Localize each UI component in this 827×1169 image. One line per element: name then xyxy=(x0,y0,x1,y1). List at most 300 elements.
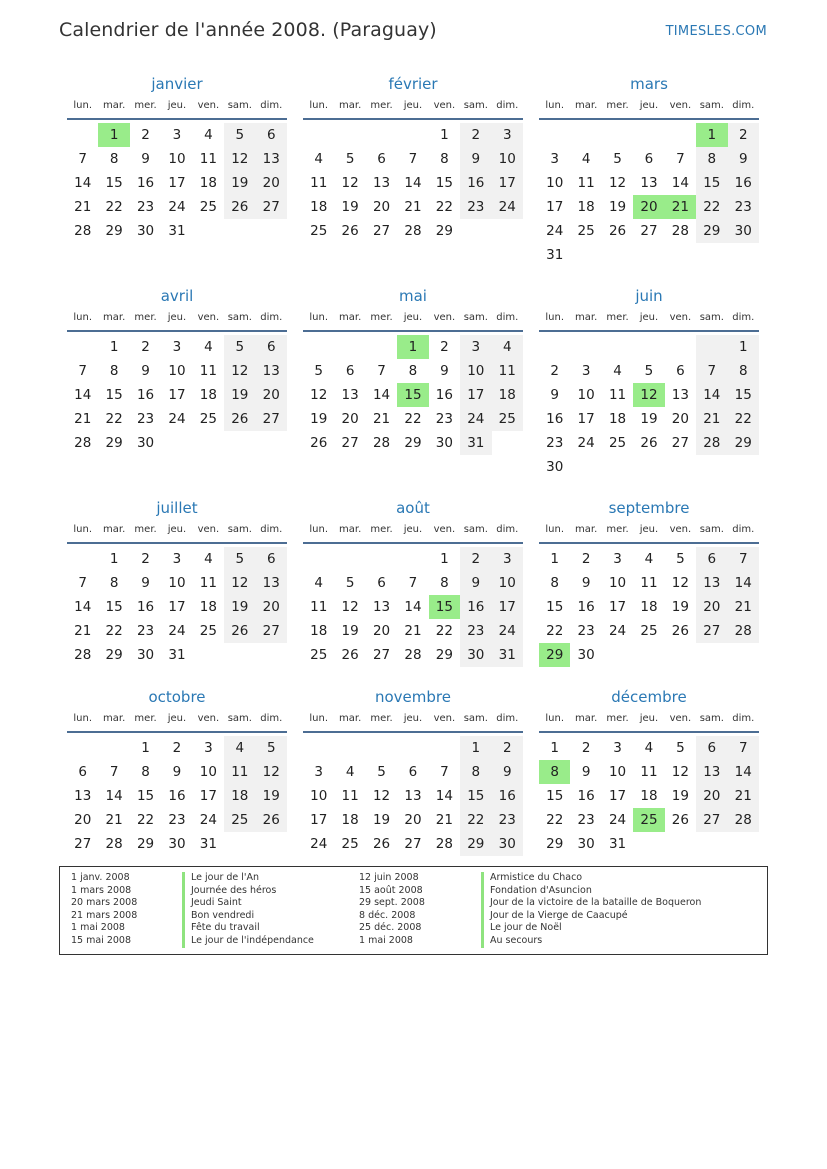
month-5 xyxy=(303,285,523,455)
day-grid xyxy=(67,335,287,455)
weekday-label: lun. xyxy=(545,312,565,323)
month-name: avril xyxy=(160,287,194,305)
weekend-day-cell: 24 xyxy=(492,619,523,643)
month-name: juin xyxy=(635,287,663,305)
legend-holiday-name: Jour de la victoire de la bataille de Boqueron xyxy=(481,897,701,910)
day-cell: 22 xyxy=(546,812,564,828)
day-cell: 23 xyxy=(577,623,595,639)
day-cell: 23 xyxy=(136,199,155,215)
weekend-day-cell: 14 xyxy=(728,760,759,784)
legend-names-right xyxy=(481,872,701,948)
day-cell: 28 xyxy=(404,647,422,663)
day-cell: 29 xyxy=(546,836,564,852)
weekend-day-cell: 2 xyxy=(460,123,491,147)
day-cell: 21 xyxy=(74,199,92,215)
day-cell: 17 xyxy=(168,175,186,191)
day-cell: 13 xyxy=(372,599,391,615)
empty-day-cell xyxy=(334,736,365,760)
day-cell: 1 xyxy=(440,551,449,567)
weekday-label: jeu. xyxy=(167,312,187,323)
weekday-label: ven. xyxy=(433,312,456,323)
day-cell: 12 xyxy=(341,599,359,615)
weekend-day-cell: 13 xyxy=(696,760,727,784)
holiday-day-cell: 12 xyxy=(633,383,664,407)
month-name: novembre xyxy=(375,688,451,706)
weekday-label: mar. xyxy=(103,312,126,323)
header-rule xyxy=(303,118,523,120)
day-cell: 30 xyxy=(168,836,186,852)
day-cell: 17 xyxy=(310,812,328,828)
legend-date: 21 mars 2008 xyxy=(71,909,138,921)
empty-day-cell xyxy=(98,736,129,760)
day-cell: 31 xyxy=(168,223,186,239)
day-cell: 1 xyxy=(109,551,119,567)
weekend-day-cell: 13 xyxy=(256,147,287,171)
day-cell: 19 xyxy=(608,199,627,215)
weekend-day-cell: 30 xyxy=(492,832,523,856)
day-cell: 25 xyxy=(577,223,595,239)
header-rule xyxy=(67,542,287,544)
day-cell: 26 xyxy=(310,435,328,451)
weekend-day-cell: 15 xyxy=(728,383,759,407)
weekend-day-cell: 25 xyxy=(224,808,255,832)
weekday-label: mar. xyxy=(103,100,126,111)
day-grid xyxy=(67,547,287,667)
day-cell: 21 xyxy=(372,411,391,427)
day-cell: 17 xyxy=(168,387,186,403)
day-cell: 14 xyxy=(105,788,123,804)
weekend-day-cell: 27 xyxy=(256,195,287,219)
weekend-day-cell: 27 xyxy=(256,619,287,643)
holiday-day-cell: 1 xyxy=(98,123,129,147)
day-cell: 31 xyxy=(199,836,217,852)
weekday-label: mer. xyxy=(370,524,393,535)
day-cell: 21 xyxy=(105,812,123,828)
day-cell: 15 xyxy=(105,599,123,615)
day-cell: 18 xyxy=(310,623,328,639)
weekday-label: jeu. xyxy=(403,100,423,111)
weekend-day-cell: 26 xyxy=(224,619,255,643)
weekend-day-cell: 25 xyxy=(492,407,523,431)
weekday-label: lun. xyxy=(73,312,93,323)
month-name: août xyxy=(396,499,430,517)
day-grid xyxy=(539,123,759,267)
weekday-label: ven. xyxy=(669,524,692,535)
weekend-day-cell: 7 xyxy=(728,547,759,571)
weekend-day-cell: 30 xyxy=(728,219,759,243)
weekday-label: mer. xyxy=(606,312,629,323)
day-cell: 23 xyxy=(435,411,453,427)
day-cell: 4 xyxy=(204,339,213,355)
holiday-day-cell: 1 xyxy=(397,335,428,359)
month-8 xyxy=(303,497,523,667)
day-cell: 1 xyxy=(550,551,559,567)
day-cell: 25 xyxy=(310,647,328,663)
day-cell: 23 xyxy=(136,623,155,639)
empty-day-cell xyxy=(602,123,633,147)
empty-day-cell xyxy=(665,123,696,147)
weekday-label: lun. xyxy=(73,524,93,535)
day-cell: 13 xyxy=(372,175,391,191)
weekend-day-cell: 19 xyxy=(224,171,255,195)
day-cell: 14 xyxy=(435,788,453,804)
day-cell: 30 xyxy=(136,223,155,239)
day-cell: 25 xyxy=(199,623,217,639)
day-cell: 11 xyxy=(577,175,595,191)
weekend-day-cell: 17 xyxy=(492,171,523,195)
weekday-label: sam. xyxy=(227,312,252,323)
page-title: Calendrier de l'année 2008. (Paraguay) xyxy=(59,19,437,41)
weekend-day-cell: 28 xyxy=(728,808,759,832)
day-cell: 4 xyxy=(644,740,654,756)
weekend-day-cell: 10 xyxy=(492,147,523,171)
weekend-day-cell: 21 xyxy=(728,595,759,619)
day-cell: 18 xyxy=(608,411,627,427)
weekend-day-cell: 17 xyxy=(460,383,491,407)
weekday-header xyxy=(303,310,523,330)
day-grid xyxy=(303,547,523,667)
day-cell: 7 xyxy=(408,151,418,167)
weekend-day-cell: 11 xyxy=(492,359,523,383)
day-cell: 24 xyxy=(577,435,595,451)
day-grid xyxy=(67,123,287,243)
day-cell: 19 xyxy=(372,812,391,828)
holiday-day-cell: 29 xyxy=(539,643,570,667)
month-7 xyxy=(67,497,287,667)
day-cell: 29 xyxy=(404,435,422,451)
day-cell: 16 xyxy=(136,387,155,403)
weekday-label: lun. xyxy=(545,100,565,111)
weekday-header xyxy=(539,98,759,118)
day-cell: 22 xyxy=(105,623,123,639)
legend-date: 8 déc. 2008 xyxy=(359,909,416,921)
day-cell: 11 xyxy=(310,599,328,615)
day-cell: 19 xyxy=(341,199,359,215)
weekend-day-cell: 14 xyxy=(728,571,759,595)
day-grid xyxy=(303,736,523,856)
empty-day-cell xyxy=(334,547,365,571)
weekend-day-cell: 29 xyxy=(460,832,491,856)
day-grid xyxy=(67,736,287,856)
day-cell: 3 xyxy=(314,764,323,780)
day-cell: 4 xyxy=(204,127,213,143)
day-grid xyxy=(539,736,759,856)
month-2 xyxy=(303,73,523,243)
empty-day-cell xyxy=(67,736,98,760)
day-cell: 8 xyxy=(109,151,119,167)
weekend-day-cell: 16 xyxy=(460,595,491,619)
weekday-label: sam. xyxy=(227,524,252,535)
day-cell: 10 xyxy=(608,575,627,591)
holiday-day-cell: 15 xyxy=(397,383,428,407)
day-cell: 9 xyxy=(141,363,150,379)
weekend-day-cell: 20 xyxy=(256,171,287,195)
day-cell: 18 xyxy=(199,175,217,191)
weekday-header xyxy=(303,711,523,731)
day-cell: 17 xyxy=(546,199,564,215)
day-cell: 9 xyxy=(141,575,150,591)
weekday-label: ven. xyxy=(433,713,456,724)
empty-day-cell xyxy=(366,123,397,147)
weekend-day-cell: 22 xyxy=(728,407,759,431)
weekend-day-cell: 5 xyxy=(224,547,255,571)
day-cell: 24 xyxy=(546,223,564,239)
weekday-label: sam. xyxy=(463,312,488,323)
day-cell: 15 xyxy=(105,387,123,403)
weekday-label: ven. xyxy=(197,100,220,111)
day-cell: 25 xyxy=(608,435,627,451)
day-cell: 13 xyxy=(341,387,359,403)
weekday-label: sam. xyxy=(227,713,252,724)
weekend-day-cell: 20 xyxy=(256,595,287,619)
weekday-header xyxy=(539,711,759,731)
holiday-day-cell: 1 xyxy=(696,123,727,147)
weekend-day-cell: 24 xyxy=(460,407,491,431)
weekend-day-cell: 6 xyxy=(696,547,727,571)
month-name: juillet xyxy=(156,499,198,517)
weekend-day-cell: 24 xyxy=(492,195,523,219)
legend-holiday-name: Le jour de Noël xyxy=(481,922,701,935)
weekday-label: dim. xyxy=(732,713,755,724)
weekday-label: sam. xyxy=(699,312,724,323)
day-cell: 24 xyxy=(608,623,627,639)
day-cell: 20 xyxy=(74,812,92,828)
weekday-label: mar. xyxy=(339,713,362,724)
header-rule xyxy=(539,330,759,332)
empty-day-cell xyxy=(539,335,570,359)
weekend-day-cell: 20 xyxy=(256,383,287,407)
weekday-label: dim. xyxy=(260,100,283,111)
weekend-day-cell: 12 xyxy=(224,147,255,171)
weekend-day-cell: 15 xyxy=(460,784,491,808)
day-cell: 25 xyxy=(310,223,328,239)
day-cell: 15 xyxy=(136,788,155,804)
weekend-day-cell: 23 xyxy=(460,195,491,219)
weekend-day-cell: 21 xyxy=(696,407,727,431)
legend-date: 1 mai 2008 xyxy=(71,922,125,934)
weekday-label: lun. xyxy=(545,524,565,535)
day-cell: 21 xyxy=(74,411,92,427)
weekend-day-cell: 13 xyxy=(696,571,727,595)
weekend-day-cell: 6 xyxy=(256,547,287,571)
day-cell: 30 xyxy=(136,435,155,451)
weekday-label: jeu. xyxy=(639,100,659,111)
day-cell: 28 xyxy=(74,647,92,663)
weekday-label: dim. xyxy=(496,312,519,323)
day-cell: 16 xyxy=(546,411,564,427)
weekday-header xyxy=(67,522,287,542)
day-cell: 28 xyxy=(74,223,92,239)
day-cell: 15 xyxy=(546,788,564,804)
day-cell: 14 xyxy=(74,599,92,615)
day-cell: 1 xyxy=(141,740,150,756)
weekday-label: lun. xyxy=(309,713,329,724)
day-cell: 21 xyxy=(74,623,92,639)
day-cell: 6 xyxy=(377,575,386,591)
day-cell: 4 xyxy=(345,764,355,780)
weekend-day-cell: 3 xyxy=(492,123,523,147)
empty-day-cell xyxy=(665,335,696,359)
weekday-label: mer. xyxy=(134,524,157,535)
day-cell: 3 xyxy=(172,127,182,143)
weekday-label: jeu. xyxy=(167,713,187,724)
day-cell: 18 xyxy=(199,387,217,403)
day-cell: 20 xyxy=(671,411,689,427)
weekend-day-cell: 4 xyxy=(224,736,255,760)
day-cell: 5 xyxy=(377,764,386,780)
day-cell: 12 xyxy=(608,175,627,191)
weekend-day-cell: 26 xyxy=(256,808,287,832)
weekend-day-cell: 21 xyxy=(728,784,759,808)
weekend-day-cell: 9 xyxy=(460,571,491,595)
weekday-label: lun. xyxy=(309,524,329,535)
day-cell: 25 xyxy=(199,199,217,215)
day-cell: 11 xyxy=(341,788,359,804)
day-cell: 17 xyxy=(168,599,186,615)
day-cell: 26 xyxy=(341,223,359,239)
day-cell: 19 xyxy=(310,411,328,427)
month-9 xyxy=(539,497,759,667)
weekday-label: sam. xyxy=(227,100,252,111)
weekday-label: dim. xyxy=(496,524,519,535)
day-cell: 6 xyxy=(377,151,386,167)
day-cell: 19 xyxy=(640,411,658,427)
day-cell: 22 xyxy=(136,812,155,828)
weekday-label: ven. xyxy=(669,312,692,323)
weekend-day-cell: 5 xyxy=(224,123,255,147)
day-cell: 4 xyxy=(314,575,323,591)
weekend-day-cell: 31 xyxy=(492,643,523,667)
day-cell: 13 xyxy=(640,175,658,191)
day-cell: 10 xyxy=(168,363,186,379)
day-cell: 24 xyxy=(310,836,328,852)
weekend-day-cell: 8 xyxy=(728,359,759,383)
day-cell: 10 xyxy=(168,151,186,167)
weekend-day-cell: 17 xyxy=(492,595,523,619)
empty-day-cell xyxy=(67,123,98,147)
day-cell: 26 xyxy=(372,836,391,852)
day-cell: 14 xyxy=(74,387,92,403)
legend-holiday-name: Au secours xyxy=(481,935,701,948)
weekend-day-cell: 19 xyxy=(224,383,255,407)
day-cell: 16 xyxy=(435,387,453,403)
weekend-day-cell: 9 xyxy=(492,760,523,784)
header-rule xyxy=(539,118,759,120)
day-cell: 24 xyxy=(168,411,186,427)
weekday-label: dim. xyxy=(496,713,519,724)
day-cell: 9 xyxy=(172,764,182,780)
day-cell: 20 xyxy=(341,411,359,427)
weekend-day-cell: 10 xyxy=(492,571,523,595)
header-rule xyxy=(539,542,759,544)
day-cell: 23 xyxy=(577,812,595,828)
weekday-label: jeu. xyxy=(639,713,659,724)
weekend-day-cell: 2 xyxy=(460,547,491,571)
holiday-day-cell: 20 xyxy=(633,195,664,219)
weekend-day-cell: 2 xyxy=(728,123,759,147)
day-cell: 23 xyxy=(136,411,155,427)
empty-day-cell xyxy=(570,335,601,359)
day-cell: 15 xyxy=(105,175,123,191)
weekend-day-cell: 22 xyxy=(460,808,491,832)
day-cell: 12 xyxy=(671,764,689,780)
day-cell: 30 xyxy=(577,647,595,663)
weekday-label: sam. xyxy=(463,713,488,724)
empty-day-cell xyxy=(366,547,397,571)
holiday-day-cell: 8 xyxy=(539,760,570,784)
day-cell: 20 xyxy=(404,812,422,828)
month-name: février xyxy=(388,75,438,93)
weekend-day-cell: 20 xyxy=(696,784,727,808)
weekday-label: ven. xyxy=(197,524,220,535)
weekday-label: ven. xyxy=(433,100,456,111)
weekend-day-cell: 12 xyxy=(224,571,255,595)
day-cell: 16 xyxy=(577,788,595,804)
day-cell: 8 xyxy=(440,575,449,591)
day-cell: 25 xyxy=(199,411,217,427)
day-cell: 2 xyxy=(581,551,591,567)
day-cell: 7 xyxy=(78,575,87,591)
legend-dates-left xyxy=(71,872,137,948)
month-name: octobre xyxy=(148,688,206,706)
day-cell: 7 xyxy=(377,363,386,379)
day-cell: 8 xyxy=(109,363,119,379)
day-cell: 15 xyxy=(435,175,453,191)
day-cell: 31 xyxy=(168,647,186,663)
weekday-label: jeu. xyxy=(167,524,187,535)
day-cell: 5 xyxy=(345,575,355,591)
day-cell: 16 xyxy=(136,599,155,615)
day-cell: 19 xyxy=(671,599,689,615)
weekday-label: mer. xyxy=(606,713,629,724)
empty-day-cell xyxy=(303,123,334,147)
weekend-day-cell: 16 xyxy=(492,784,523,808)
weekend-day-cell: 4 xyxy=(492,335,523,359)
site-link[interactable]: TIMESLES.COM xyxy=(665,24,767,39)
weekday-label: mar. xyxy=(339,100,362,111)
weekday-label: mar. xyxy=(575,524,598,535)
day-cell: 26 xyxy=(640,435,658,451)
day-cell: 21 xyxy=(404,199,422,215)
day-cell: 9 xyxy=(440,363,449,379)
day-cell: 12 xyxy=(372,788,391,804)
month-name: décembre xyxy=(611,688,687,706)
weekend-day-cell: 1 xyxy=(460,736,491,760)
weekday-label: lun. xyxy=(73,100,93,111)
day-grid xyxy=(303,335,523,455)
day-cell: 28 xyxy=(372,435,391,451)
empty-day-cell xyxy=(366,335,397,359)
weekday-label: dim. xyxy=(496,100,519,111)
weekday-label: sam. xyxy=(699,100,724,111)
day-cell: 14 xyxy=(671,175,689,191)
weekday-label: mar. xyxy=(103,713,126,724)
day-cell: 30 xyxy=(546,459,564,475)
day-cell: 8 xyxy=(408,363,418,379)
day-cell: 19 xyxy=(341,623,359,639)
day-cell: 10 xyxy=(168,575,186,591)
day-cell: 3 xyxy=(613,551,622,567)
day-cell: 18 xyxy=(199,599,217,615)
legend-holiday-name: Fondation d'Asuncion xyxy=(481,885,701,898)
weekday-label: mer. xyxy=(606,524,629,535)
weekday-label: dim. xyxy=(260,713,283,724)
weekend-day-cell: 19 xyxy=(256,784,287,808)
weekend-day-cell: 6 xyxy=(256,123,287,147)
weekend-day-cell: 19 xyxy=(224,595,255,619)
weekday-label: dim. xyxy=(260,524,283,535)
weekend-day-cell: 7 xyxy=(696,359,727,383)
